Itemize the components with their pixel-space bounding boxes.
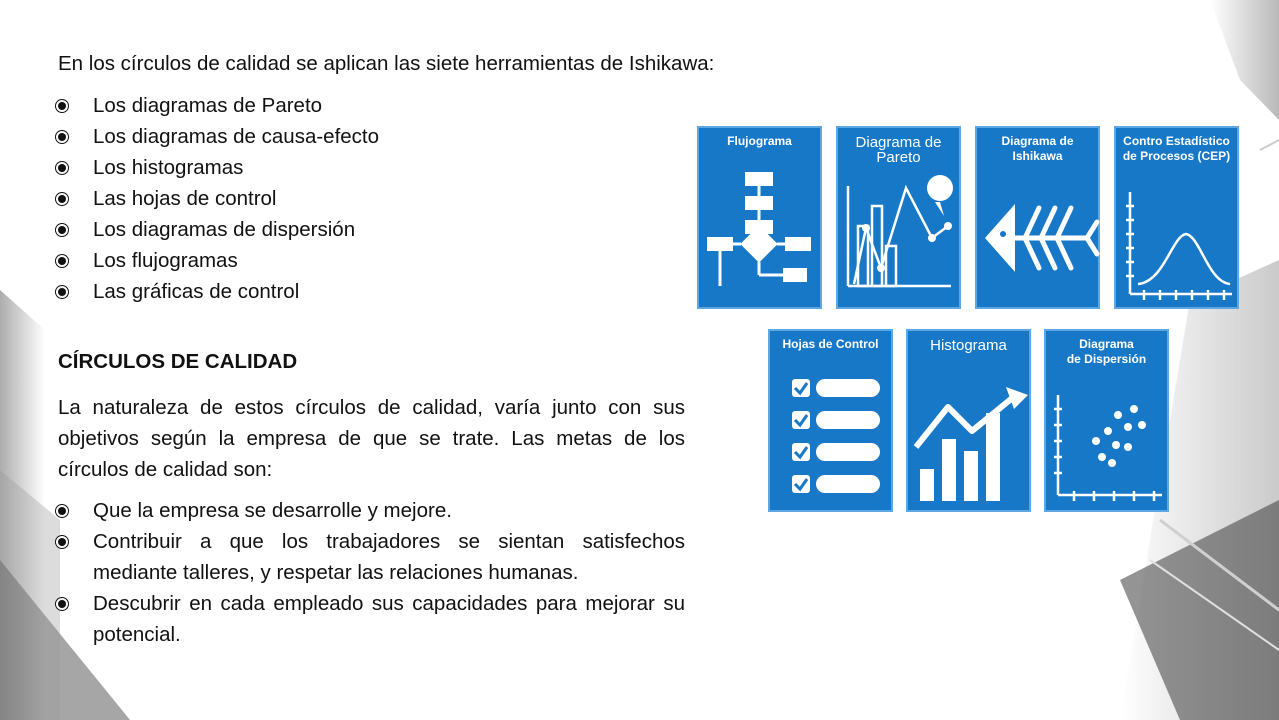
tile-title-line: de Procesos (CEP): [1122, 149, 1231, 163]
tool-list-item: [58, 183, 379, 214]
histogram-icon: [906, 329, 1031, 512]
tile-title: Hojas de Control: [782, 337, 879, 351]
bullet-icon: [58, 164, 66, 172]
goal-item-text: Contribuir a que los trabajadores se sientan satisfechos mediante talleres, y respetar las relaciones humanas.: [93, 530, 685, 584]
bullet-icon: [58, 538, 66, 546]
pareto-chart-icon: [836, 126, 961, 309]
tool-list-item: [58, 245, 379, 276]
tile-cep: [1114, 126, 1239, 309]
tile-title-line: Diagrama de: [1001, 134, 1074, 148]
tool-list-item: [58, 214, 379, 245]
tool-item-text: Los diagramas de dispersión: [93, 218, 356, 241]
tile-dispersion: [1044, 329, 1169, 512]
tool-list-item: [58, 276, 379, 307]
tile-title-line: de Dispersión: [1066, 352, 1147, 366]
tool-item-text: Los diagramas de causa-efecto: [93, 125, 380, 148]
goal-item-text: Que la empresa se desarrolle y mejore.: [93, 499, 452, 522]
tool-item-text: Las gráficas de control: [93, 280, 300, 303]
goal-list-item: [58, 526, 685, 588]
bullet-icon: [58, 226, 66, 234]
flowchart-icon: [697, 126, 822, 309]
tools-list: [58, 90, 379, 307]
checklist-icon: [768, 329, 893, 512]
tile-title: Histograma: [930, 337, 1007, 354]
bullet-icon: [58, 102, 66, 110]
goal-item-text: Descubrir en cada empleado sus capacidades para mejorar su potencial.: [93, 592, 685, 646]
goals-list: [58, 495, 685, 650]
tool-item-text: Los histogramas: [93, 156, 244, 179]
tool-list-item: [58, 90, 379, 121]
tile-title-line: Ishikawa: [1012, 149, 1063, 163]
bullet-icon: [58, 600, 66, 608]
bullet-icon: [58, 507, 66, 515]
bullet-icon: [58, 257, 66, 265]
tile-histograma: [906, 329, 1031, 512]
tile-title-line: Contro Estadístico: [1123, 134, 1230, 148]
bullet-icon: [58, 195, 66, 203]
bullet-icon: [58, 133, 66, 141]
goal-list-item: [58, 495, 685, 526]
tile-title-line: Diagrama: [1079, 337, 1134, 351]
tile-title: Diagrama de Pareto: [855, 134, 942, 166]
goal-list-item: [58, 588, 685, 650]
fishbone-icon: [975, 126, 1100, 309]
tile-ishikawa: [975, 126, 1100, 309]
tool-list-item: [58, 121, 379, 152]
bullet-icon: [58, 288, 66, 296]
description-paragraph: La naturaleza de estos círculos de calidad, varía junto con sus objetivos según la empresa de que se trate. Las metas de los círculos de calidad son:: [58, 396, 685, 481]
tile-title: Flujograma: [727, 134, 792, 148]
scatter-plot-icon: [1044, 329, 1169, 512]
tile-flujograma: [697, 126, 822, 309]
tool-list-item: [58, 152, 379, 183]
section-heading: CÍRCULOS DE CALIDAD: [58, 350, 298, 373]
tool-item-text: Los flujogramas: [93, 249, 238, 272]
control-chart-icon: [1114, 126, 1239, 309]
tool-item-text: Las hojas de control: [93, 187, 277, 210]
tool-item-text: Los diagramas de Pareto: [93, 94, 323, 117]
tile-hojas-de-control: [768, 329, 893, 512]
intro-text: En los círculos de calidad se aplican las siete herramientas de Ishikawa:: [58, 52, 715, 75]
tile-pareto: [836, 126, 961, 309]
